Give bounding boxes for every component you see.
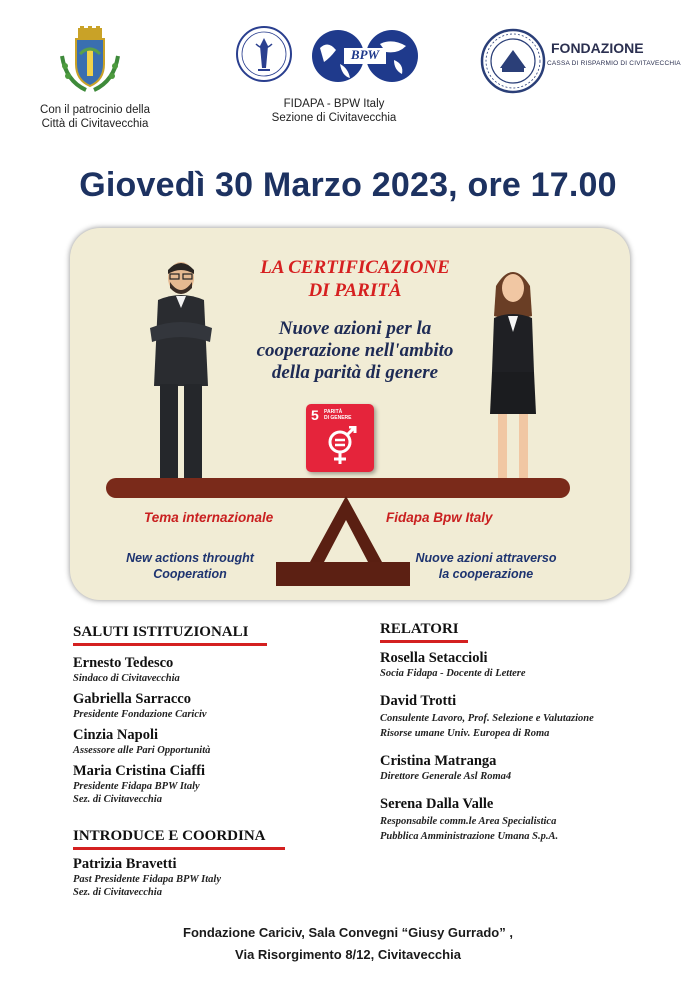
speaker-role: Sindaco di Civitavecchia	[73, 673, 180, 684]
speaker-entry	[73, 763, 363, 806]
banner-subtitle-line-2: cooperazione nell'ambito	[256, 340, 454, 361]
speaker-role: Direttore Generale Asl Roma4	[380, 771, 512, 782]
left-logo-caption	[20, 103, 170, 131]
speaker-entry	[73, 727, 363, 757]
relatori-heading: RELATORI	[380, 621, 459, 637]
introduce-heading: INTRODUCE E COORDINA	[73, 828, 266, 844]
right-theme-label: Fidapa Bpw Italy	[386, 510, 493, 525]
speaker-role: Sez. di Civitavecchia	[73, 887, 162, 898]
venue-line: Fondazione Cariciv, Sala Convegni “Giusy Gurrado” ,	[183, 925, 513, 940]
fidapa-logo	[234, 24, 294, 84]
banner-subtitle	[210, 318, 500, 384]
speaker-entry	[73, 655, 363, 685]
saluti-list	[73, 655, 363, 806]
sdg5-number: 5	[311, 407, 319, 423]
saluti-underline	[73, 643, 267, 646]
speaker-entry	[380, 753, 680, 783]
sdg5-label	[324, 409, 352, 421]
relatori-list	[380, 650, 680, 843]
banner-title-line-1: LA CERTIFICAZIONE	[260, 257, 450, 278]
right-blue-line-1: Nuove azioni attraverso	[415, 551, 557, 565]
venue-address	[0, 922, 696, 966]
balance-base	[276, 562, 410, 586]
left-blue-line-1: New actions throught	[126, 551, 254, 565]
speaker-role: Presidente Fidapa BPW Italy	[73, 781, 200, 792]
relatori-underline	[380, 640, 468, 643]
speaker-role: Consulente Lavoro, Prof. Selezione e Valutazione	[380, 713, 594, 724]
saluti-heading: SALUTI ISTITUZIONALI	[73, 624, 249, 640]
introduce-list	[73, 856, 363, 899]
fidapa-line-2: Sezione di Civitavecchia	[271, 112, 397, 124]
banner-title	[210, 256, 500, 302]
coat-of-arms-civitavecchia	[56, 26, 124, 96]
sdg5-label-line-1: PARITÀ	[324, 409, 343, 415]
speaker-role: Presidente Fondazione Cariciv	[73, 709, 207, 720]
speaker-role: Responsabile comm.le Area Specialistica	[380, 816, 557, 827]
right-blue-line-2: la cooperazione	[438, 567, 534, 581]
speaker-role: Socia Fidapa - Docente di Lettere	[380, 668, 526, 679]
patronage-line-1: Con il patrocinio della	[40, 104, 150, 116]
speaker-role: Pubblica Amministrazione Umana S.p.A.	[380, 831, 559, 842]
speaker-role: Assessore alle Pari Opportunità	[73, 745, 211, 756]
speaker-name: Rosella Setaccioli	[380, 650, 488, 666]
bpw-text: BPW	[350, 47, 380, 62]
banner-subtitle-line-3: della parità di genere	[271, 362, 439, 383]
speaker-name: Ernesto Tedesco	[73, 655, 174, 671]
sdg5-gender-equality-badge	[306, 404, 374, 472]
left-blue-line-2: Cooperation	[153, 567, 227, 581]
address-line: Via Risorgimento 8/12, Civitavecchia	[235, 947, 461, 962]
speaker-name: Patrizia Bravetti	[73, 856, 177, 872]
speaker-name: Cinzia Napoli	[73, 727, 158, 743]
gender-equality-icon	[324, 426, 358, 468]
speaker-role: Past Presidente Fidapa BPW Italy	[73, 874, 221, 885]
right-blue-text	[406, 550, 566, 582]
speaker-name: David Trotti	[380, 693, 457, 709]
speaker-name: Gabriella Sarracco	[73, 691, 191, 707]
event-banner	[70, 228, 630, 600]
speaker-entry	[73, 856, 363, 899]
speaker-name: Maria Cristina Ciaffi	[73, 763, 206, 779]
speaker-entry	[380, 693, 680, 740]
sdg5-label-line-2: DI GENERE	[324, 415, 352, 421]
speaker-entry	[380, 796, 680, 843]
speaker-role: Sez. di Civitavecchia	[73, 794, 162, 805]
event-date-time: Giovedì 30 Marzo 2023, ore 17.00	[79, 166, 617, 204]
fondazione-subtitle: CASSA DI RISPARMIO DI CIVITAVECCHIA	[547, 60, 681, 67]
bpw-globe-logo	[310, 28, 420, 84]
left-theme-label: Tema internazionale	[144, 510, 274, 525]
center-logo-caption	[246, 97, 422, 125]
banner-title-line-2: DI PARITÀ	[308, 280, 402, 301]
fondazione-seal-logo	[480, 28, 546, 94]
fondazione-title: FONDAZIONE	[551, 40, 644, 56]
speaker-entry	[380, 650, 680, 680]
banner-subtitle-line-1: Nuove azioni per la	[278, 318, 432, 339]
speaker-entry	[73, 691, 363, 721]
left-blue-text	[120, 550, 260, 582]
speaker-role: Risorse umane Univ. Europea di Roma	[380, 728, 550, 739]
balance-beam	[106, 478, 570, 498]
fidapa-line-1: FIDAPA - BPW Italy	[283, 98, 385, 110]
speaker-name: Serena Dalla Valle	[380, 796, 494, 812]
introduce-underline	[73, 847, 285, 850]
patronage-line-2: Città di Civitavecchia	[41, 118, 149, 130]
speaker-name: Cristina Matranga	[380, 753, 497, 769]
